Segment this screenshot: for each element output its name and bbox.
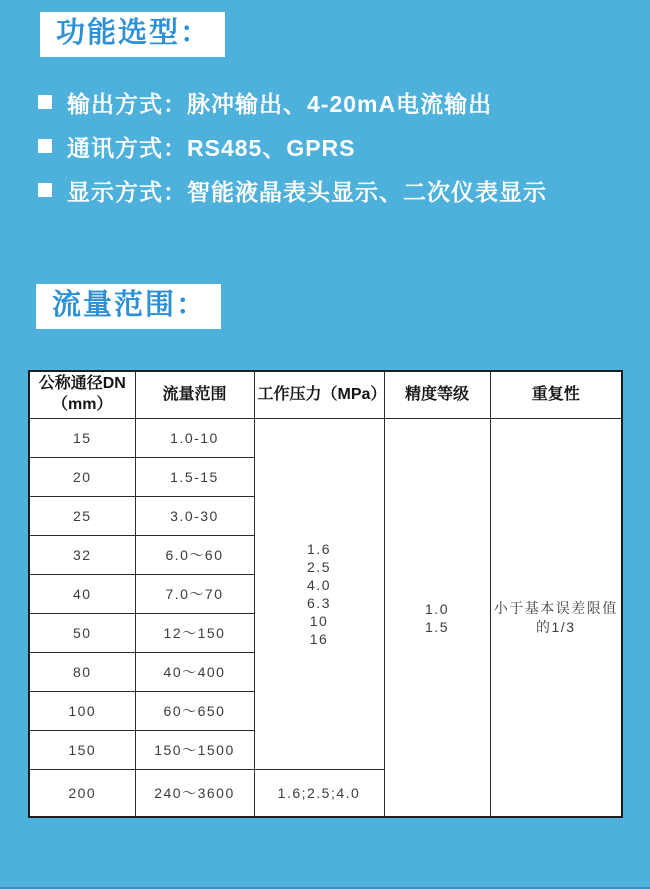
section-title-flow-range [36,284,221,329]
dn-cell: 20 [29,458,135,497]
pressure-value: 10 [309,613,329,629]
header-dn-line1: 公称通径DN [38,375,126,393]
list-item-output-mode [38,80,547,124]
pressure-value: 4.0 [307,577,331,593]
accuracy-value: 1.5 [425,618,449,635]
dn-cell: 15 [29,419,135,458]
section-title-function-label: 功能选型： [56,17,212,49]
dn-cell: 32 [29,536,135,575]
range-cell: 1.5-15 [135,458,254,497]
range-cell: 40～400 [135,653,254,692]
pressure-value: 6.3 [307,595,331,611]
square-bullet-icon [38,139,52,153]
dn-cell: 200 [29,770,135,818]
list-item-label: 显示方式：智能液晶表头显示、二次仪表显示 [67,178,547,205]
range-cell: 3.0-30 [135,497,254,536]
pressure-merged-cell [254,419,384,770]
table-header-row [29,371,622,419]
dn-cell: 100 [29,692,135,731]
header-repeatability: 重复性 [490,371,622,419]
section-title-function [40,12,225,57]
section-title-flow-range-label: 流量范围： [52,289,208,321]
header-accuracy-class: 精度等级 [384,371,490,419]
dn-cell: 150 [29,731,135,770]
accuracy-value: 1.0 [425,600,449,617]
header-dn-line2: （mm） [52,396,113,413]
header-dn [29,371,135,419]
range-cell: 1.0-10 [135,419,254,458]
header-flow-range: 流量范围 [135,371,254,419]
header-working-pressure: 工作压力（MPa） [254,371,384,419]
square-bullet-icon [38,95,52,109]
range-cell: 6.0～60 [135,536,254,575]
range-cell: 240～3600 [135,770,254,818]
range-cell: 12～150 [135,614,254,653]
dn-cell: 80 [29,653,135,692]
repeatability-merged-cell [490,419,622,818]
dn-cell: 25 [29,497,135,536]
pressure-value: 1.6 [307,541,331,557]
range-cell: 150～1500 [135,731,254,770]
pressure-dn200-cell: 1.6;2.5;4.0 [254,770,384,818]
square-bullet-icon [38,183,52,197]
repeatability-text-line2: 的1/3 [536,618,576,635]
pressure-value: 2.5 [307,559,331,575]
pressure-value: 16 [309,631,329,647]
repeatability-text-line1: 小于基本误差限值 [493,599,618,616]
dn-cell: 50 [29,614,135,653]
list-item-comm-mode [38,124,547,168]
dn-cell: 40 [29,575,135,614]
accuracy-merged-cell [384,419,490,818]
list-item-label: 通讯方式：RS485、GPRS [67,134,356,161]
flow-range-table [28,370,623,818]
feature-list [38,80,547,212]
list-item-display-mode [38,168,547,212]
range-cell: 7.0～70 [135,575,254,614]
range-cell: 60～650 [135,692,254,731]
table-row [29,419,622,458]
list-item-label: 输出方式：脉冲输出、4-20mA电流输出 [67,90,493,117]
